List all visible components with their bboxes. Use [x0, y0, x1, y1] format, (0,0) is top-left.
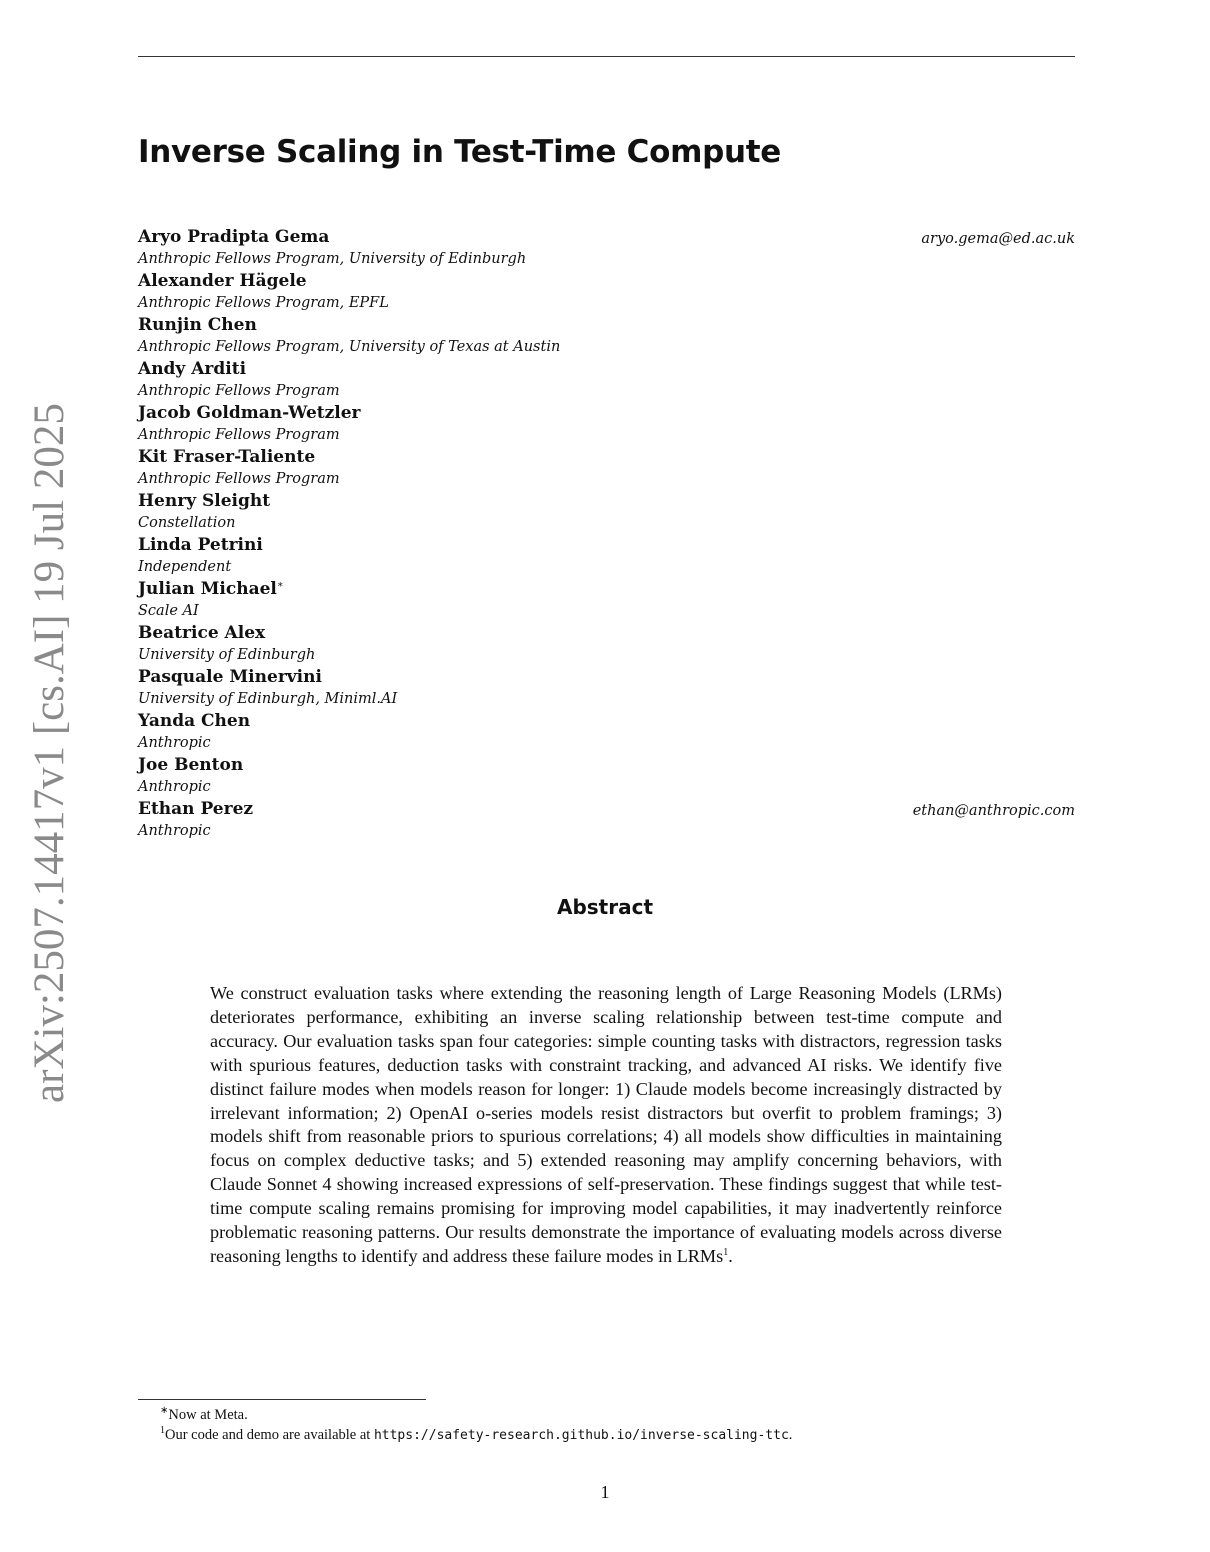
author-entry: [138, 402, 1075, 446]
author-affiliation: Independent: [138, 559, 232, 575]
author-affiliation: Anthropic: [138, 779, 211, 795]
abstract-body-text: We construct evaluation tasks where extending the reasoning length of Large Reasoning Models (LRMs) deteriorates performance, exhibiting an inverse scaling relationship between test-time compute and accuracy. Our evaluation tasks span four categories: simple counting tasks with distractors, regression tasks with spurious features, deduction tasks with constraint tracking, and advanced AI risks. We identify five distinct failure modes when models reason for longer: 1) Claude models become increasingly distracted by irrelevant information; 2) OpenAI o-series models resist distractors but overfit to problem framings; 3) models shift from reasonable priors to spurious correlations; 4) all models show difficulties in maintaining focus on complex deductive tasks; and 5) extended reasoning may amplify concerning behaviors, with Claude Sonnet 4 showing increased expressions of self-preservation. These findings suggest that while test-time compute scaling remains promising for improving model capabilities, it may inadvertently reinforce problematic reasoning patterns. Our results demonstrate the importance of evaluating models across diverse reasoning lengths to identify and address these failure modes in LRMs: [210, 983, 1002, 1266]
abstract-heading: Abstract: [556, 895, 654, 919]
author-name: [138, 314, 1075, 336]
author-name-text: Ethan Perez: [138, 799, 254, 819]
author-name-text: Pasquale Minervini: [138, 667, 322, 687]
author-name-text: Kit Fraser-Taliente: [138, 447, 316, 467]
author-name: [138, 666, 1075, 688]
author-entry: [138, 666, 1075, 710]
author-name: [138, 490, 1075, 512]
header-rule: [138, 56, 1075, 57]
author-name: [138, 446, 1075, 468]
author-name: [138, 710, 1075, 732]
author-affiliation: Anthropic Fellows Program, University of Texas at Austin: [138, 339, 561, 355]
code-url-link[interactable]: https://safety-research.github.io/inverse-scaling-ttc: [373, 1428, 789, 1443]
footnote-marker: 1: [160, 1425, 165, 1437]
author-name-text: Yanda Chen: [138, 711, 251, 731]
author-affiliation: Scale AI: [138, 603, 199, 619]
footnote-code-availability: [160, 1425, 792, 1446]
footnote-end-punctuation: .: [788, 1427, 793, 1443]
paper-title: Inverse Scaling in Test-Time Compute: [138, 134, 781, 170]
author-name: [138, 402, 1075, 424]
footnotes: [160, 1405, 792, 1446]
author-name: [138, 622, 1075, 644]
footnote-text: Now at Meta.: [168, 1407, 248, 1423]
author-list: [138, 226, 1075, 842]
author-email[interactable]: ethan@anthropic.com: [912, 803, 1075, 819]
footnote-marker: ∗: [160, 1405, 169, 1417]
author-affiliation: Constellation: [138, 515, 236, 531]
arxiv-identifier-stamp: arXiv:2507.14417v1 [cs.AI] 19 Jul 2025: [26, 403, 73, 1103]
author-entry: [138, 270, 1075, 314]
author-name: [138, 534, 1075, 556]
author-entry: [138, 534, 1075, 578]
author-name: [138, 578, 1075, 600]
author-affiliation: Anthropic Fellows Program, University of Edinburgh: [138, 251, 527, 267]
abstract-text: [210, 982, 1002, 1269]
author-affiliation: Anthropic Fellows Program: [138, 427, 340, 443]
author-name: [138, 270, 1075, 292]
author-affiliation: University of Edinburgh, Miniml.AI: [138, 691, 398, 707]
author-entry: [138, 490, 1075, 534]
author-name-text: Aryo Pradipta Gema: [138, 227, 330, 247]
author-footnote-marker: ∗: [276, 579, 284, 591]
author-name-text: Runjin Chen: [138, 315, 257, 335]
author-name-text: Alexander Hägele: [138, 271, 307, 291]
author-name-text: Julian Michael: [138, 579, 277, 599]
author-name-text: Beatrice Alex: [138, 623, 266, 643]
author-affiliation: Anthropic Fellows Program: [138, 471, 340, 487]
author-entry: [138, 710, 1075, 754]
author-name-text: Joe Benton: [138, 755, 244, 775]
author-entry: [138, 314, 1075, 358]
author-entry: [138, 798, 1075, 842]
footnote-affiliation-change: [160, 1405, 792, 1425]
author-name-text: Henry Sleight: [138, 491, 271, 511]
author-affiliation: Anthropic: [138, 735, 211, 751]
footnote-text: Our code and demo are available at: [165, 1427, 374, 1443]
page-number: 1: [600, 1482, 610, 1502]
abstract-footnote-marker: 1: [723, 1246, 729, 1258]
author-name-text: Linda Petrini: [138, 535, 263, 555]
author-entry: [138, 622, 1075, 666]
author-affiliation: University of Edinburgh: [138, 647, 316, 663]
author-name: [138, 754, 1075, 776]
author-entry: [138, 578, 1075, 622]
author-entry: [138, 446, 1075, 490]
author-entry: [138, 226, 1075, 270]
author-name-text: Jacob Goldman-Wetzler: [138, 403, 361, 423]
author-affiliation: Anthropic Fellows Program: [138, 383, 340, 399]
author-affiliation: Anthropic Fellows Program, EPFL: [138, 295, 389, 311]
author-entry: [138, 358, 1075, 402]
author-entry: [138, 754, 1075, 798]
footnote-rule: [138, 1399, 426, 1400]
abstract-end-punctuation: .: [728, 1245, 733, 1266]
author-affiliation: Anthropic: [138, 823, 211, 839]
author-name-text: Andy Arditi: [138, 359, 247, 379]
author-email[interactable]: aryo.gema@ed.ac.uk: [921, 231, 1075, 247]
author-name: [138, 358, 1075, 380]
